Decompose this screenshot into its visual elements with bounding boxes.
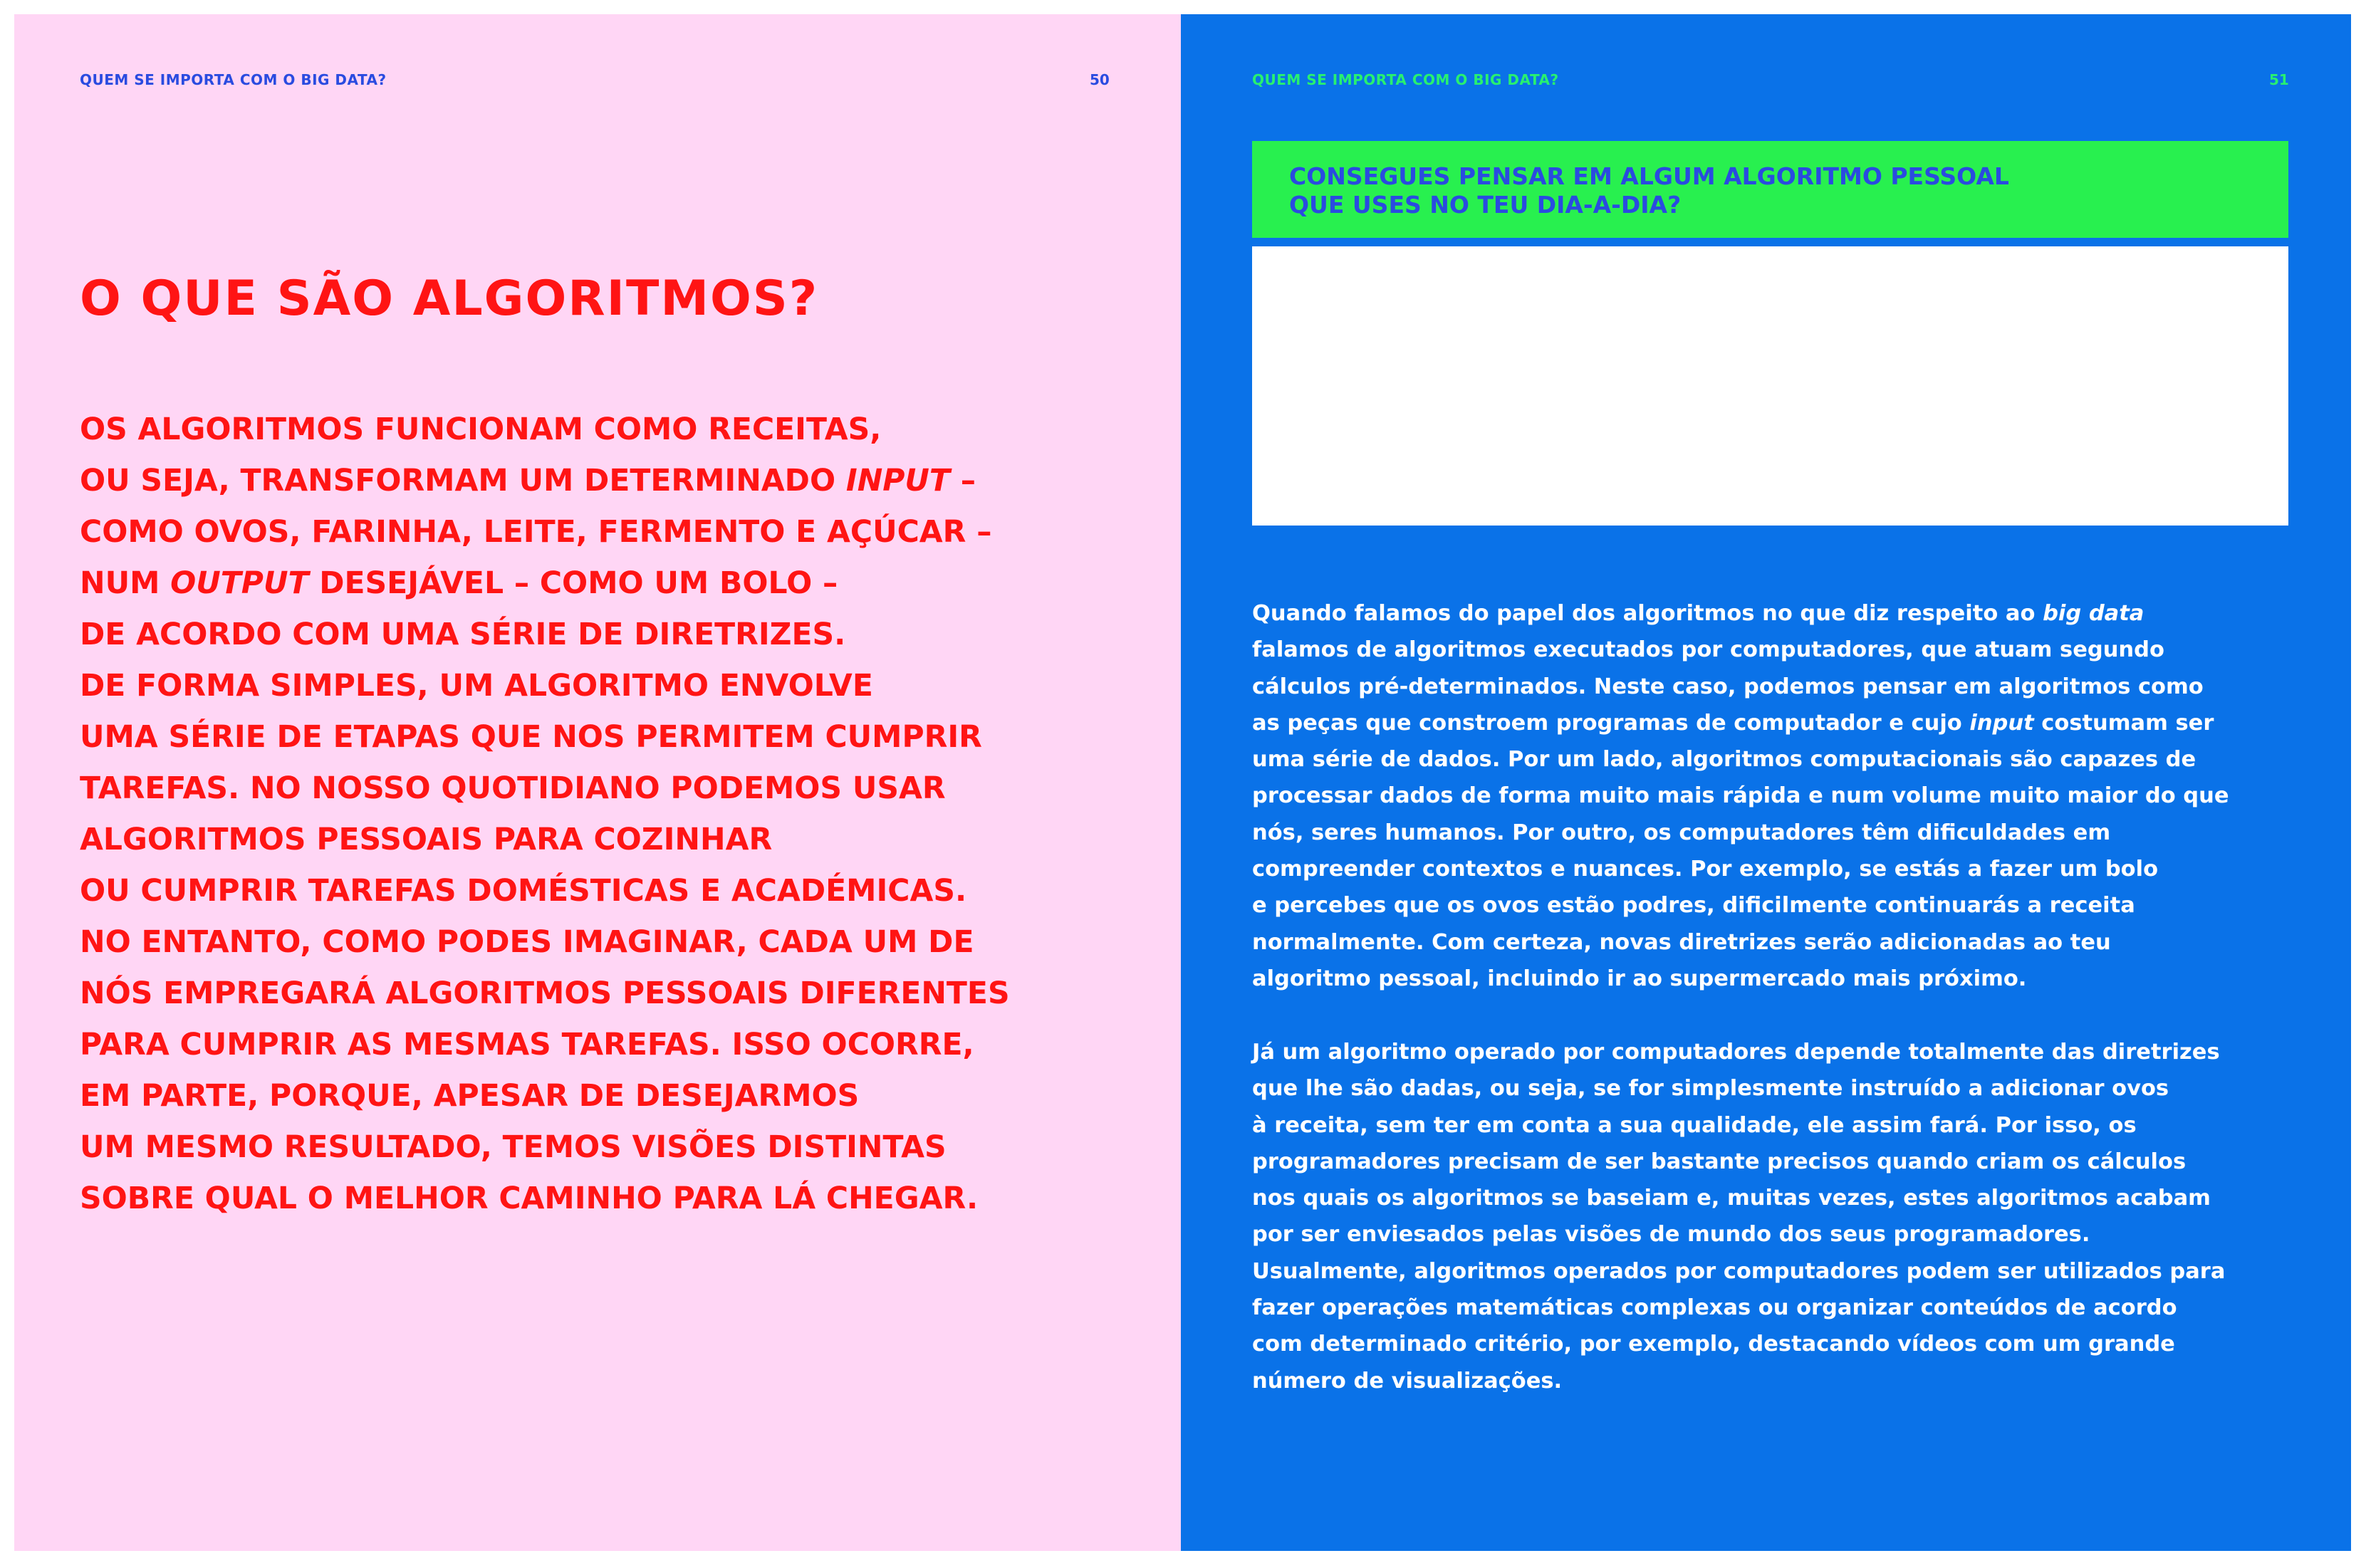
text-line xyxy=(80,558,1162,610)
text-line xyxy=(80,1174,1162,1225)
text-run: COMO OVOS, FARINHA, LEITE, FERMENTO E AÇÚCAR – xyxy=(80,515,992,550)
text-line: Já um algoritmo operado por computadores depende totalmente das diretrizes xyxy=(1252,1040,2220,1065)
italic-term: big data xyxy=(2043,601,2144,626)
text-line: nos quais os algoritmos se baseiam e, muitas vezes, estes algoritmos acabam xyxy=(1252,1186,2211,1211)
text-line xyxy=(80,610,1162,661)
answer-box[interactable] xyxy=(1252,246,2288,526)
running-header: QUEM SE IMPORTA COM O BIG DATA? xyxy=(1252,71,1559,88)
body-paragraph xyxy=(1252,595,2299,997)
text-run: cálculos pré-determinados. Neste caso, podemos pensar em algoritmos como xyxy=(1252,674,2204,699)
text-line xyxy=(80,1020,1162,1071)
text-run: DE ACORDO COM UMA SÉRIE DE DIRETRIZES. xyxy=(80,617,846,652)
text-run: e percebes que os ovos estão podres, dificilmente continuarás a receita xyxy=(1252,893,2135,919)
page-number: 51 xyxy=(2269,71,2289,88)
text-run: NUM xyxy=(80,566,171,601)
text-run: OU SEJA, TRANSFORMAM UM DETERMINADO xyxy=(80,464,846,498)
italic-term: input xyxy=(1969,710,2034,736)
text-line xyxy=(80,866,1162,917)
text-line xyxy=(80,661,1162,712)
text-run: normalmente. Com certeza, novas diretrizes serão adicionadas ao teu xyxy=(1252,929,2111,955)
running-header: QUEM SE IMPORTA COM O BIG DATA? xyxy=(80,71,387,88)
text-line: por ser enviesados pelas visões de mundo dos seus programadores. xyxy=(1252,1222,2090,1248)
text-line xyxy=(80,815,1162,866)
text-line xyxy=(80,1071,1162,1122)
text-line xyxy=(1252,887,2299,924)
text-line: à receita, sem ter em conta a sua qualidade, ele assim fará. Por isso, os xyxy=(1252,1112,2137,1138)
text-run: DESEJÁVEL – COMO UM BOLO – xyxy=(308,566,838,601)
text-line xyxy=(80,917,1162,968)
text-run: SOBRE QUAL O MELHOR CAMINHO PARA LÁ CHEGAR. xyxy=(80,1181,979,1216)
italic-term: INPUT xyxy=(845,464,950,498)
text-line: que lhe são dadas, ou seja, se for simplesmente instruído a adicionar ovos xyxy=(1252,1076,2169,1102)
text-run: PARA CUMPRIR AS MESMAS TAREFAS. ISSO OCORRE, xyxy=(80,1028,974,1062)
page-title: O QUE SÃO ALGORITMOS? xyxy=(80,271,819,327)
text-run: uma série de dados. Por um lado, algoritmos computacionais são capazes de xyxy=(1252,747,2196,773)
text-line xyxy=(80,456,1162,507)
text-line xyxy=(1252,961,2299,997)
text-line: número de visualizações. xyxy=(1252,1368,1563,1394)
text-run: UM MESMO RESULTADO, TEMOS VISÕES DISTINTAS xyxy=(80,1130,947,1165)
text-run: UMA SÉRIE DE ETAPAS QUE NOS PERMITEM CUMPRIR xyxy=(80,720,982,755)
text-line xyxy=(80,763,1162,815)
text-line xyxy=(80,507,1162,558)
text-line xyxy=(1252,632,2299,668)
text-line xyxy=(80,1122,1162,1174)
text-run: nós, seres humanos. Por outro, os computadores têm dificuldades em xyxy=(1252,820,2111,845)
text-run: as peças que constroem programas de computador e cujo xyxy=(1252,710,1970,736)
text-line xyxy=(80,404,1162,456)
text-run: costumam ser xyxy=(2033,710,2214,736)
text-run: NÓS EMPREGARÁ ALGORITMOS PESSOAIS DIFERENTES xyxy=(80,976,1010,1011)
text-line: Usualmente, algoritmos operados por computadores podem ser utilizados para xyxy=(1252,1258,2226,1284)
text-run: OS ALGORITMOS FUNCIONAM COMO RECEITAS, xyxy=(80,412,882,447)
question-line: QUE USES NO TEU DIA-A-DIA? xyxy=(1289,191,1682,219)
question-box xyxy=(1252,141,2288,238)
text-line xyxy=(1252,595,2299,632)
text-line xyxy=(1252,924,2299,961)
text-line: com determinado critério, por exemplo, destacando vídeos com um grande xyxy=(1252,1332,2175,1357)
body-paragraph xyxy=(1252,1034,2299,1399)
text-run: – xyxy=(949,464,976,498)
text-line xyxy=(1252,741,2299,778)
left-page xyxy=(14,14,1181,1551)
question-text xyxy=(1289,162,2288,219)
text-line: programadores precisam de ser bastante precisos quando criam os cálculos xyxy=(1252,1149,2187,1174)
text-run: ALGORITMOS PESSOAIS PARA COZINHAR xyxy=(80,822,773,857)
italic-term: OUTPUT xyxy=(170,566,309,601)
lead-paragraph xyxy=(80,404,1162,1225)
text-run: TAREFAS. NO NOSSO QUOTIDIANO PODEMOS USAR xyxy=(80,771,946,806)
text-line xyxy=(1252,851,2299,887)
text-line: fazer operações matemáticas complexas ou organizar conteúdos de acordo xyxy=(1252,1295,2177,1321)
text-line xyxy=(1252,705,2299,741)
text-run: OU CUMPRIR TAREFAS DOMÉSTICAS E ACADÉMICAS. xyxy=(80,874,967,909)
text-line xyxy=(1252,815,2299,851)
question-line: CONSEGUES PENSAR EM ALGUM ALGORITMO PESSOAL xyxy=(1289,162,2009,190)
text-line xyxy=(80,968,1162,1020)
text-run: falamos de algoritmos executados por computadores, que atuam segundo xyxy=(1252,637,2164,663)
text-run: EM PARTE, PORQUE, APESAR DE DESEJARMOS xyxy=(80,1079,860,1114)
text-run: algoritmo pessoal, incluindo ir ao supermercado mais próximo. xyxy=(1252,966,2027,991)
page-number: 50 xyxy=(1090,71,1110,88)
text-line xyxy=(1252,778,2299,814)
text-run: processar dados de forma muito mais rápida e num volume muito maior do que xyxy=(1252,783,2229,809)
text-run: compreender contextos e nuances. Por exemplo, se estás a fazer um bolo xyxy=(1252,857,2159,882)
right-page xyxy=(1181,14,2351,1551)
text-run: NO ENTANTO, COMO PODES IMAGINAR, CADA UM DE xyxy=(80,925,974,960)
text-run: DE FORMA SIMPLES, UM ALGORITMO ENVOLVE xyxy=(80,669,873,704)
text-line xyxy=(80,712,1162,763)
text-run: Quando falamos do papel dos algoritmos no que diz respeito ao xyxy=(1252,601,2043,626)
text-line xyxy=(1252,669,2299,705)
